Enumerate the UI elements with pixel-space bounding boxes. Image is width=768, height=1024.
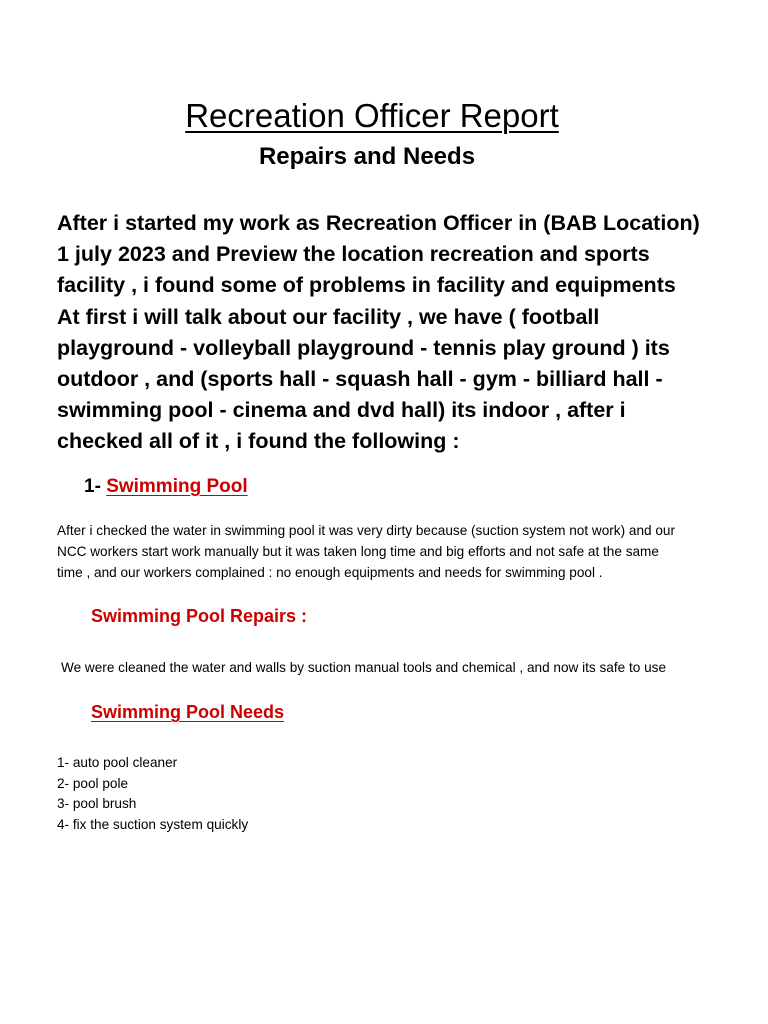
repairs-text: We were cleaned the water and walls by suction manual tools and chemical , and now its safe to use [61,660,667,675]
section-number: 1- [84,476,101,497]
needs-list [57,753,248,836]
intro-line: swimming pool - cinema and dvd hall) its indoor , after i [57,398,626,423]
list-item: 1- auto pool cleaner [57,755,178,770]
intro-paragraph [57,208,757,458]
swimming-pool-description [57,520,757,583]
section-name: Swimming Pool [106,476,248,497]
description-line: After i checked the water in swimming pool it was very dirty because (suction system not work) and our [57,523,676,538]
list-item: 4- fix the suction system quickly [57,817,249,833]
intro-line: facility , i found some of problems in facility and equipments [57,273,676,298]
intro-line: After i started my work as Recreation Officer in (BAB Location) [57,211,700,235]
page-title: Recreation Officer Report [185,97,559,134]
intro-line: 1 july 2023 and Preview the location recreation and sports [57,242,650,267]
list-item: 2- pool pole [57,775,129,791]
intro-line: playground - volleyball playground - tennis play ground ) its [57,335,670,360]
description-line: time , and our workers complained : no enough equipments and needs for swimming pool . [57,565,603,580]
needs-heading: Swimming Pool Needs [91,702,285,722]
intro-line: At first i will talk about our facility , we have ( football [57,304,600,329]
description-line: NCC workers start work manually but it was taken long time and big efforts and not safe at the same [57,544,659,559]
list-item: 3- pool brush [57,796,137,812]
intro-line: checked all of it , i found the following : [57,429,460,454]
page-subtitle: Repairs and Needs [258,143,476,170]
intro-line: outdoor , and (sports hall - squash hall - gym - billiard hall - [57,367,663,392]
repairs-heading: Swimming Pool Repairs : [91,606,308,626]
section-heading-swimming-pool [84,474,248,500]
